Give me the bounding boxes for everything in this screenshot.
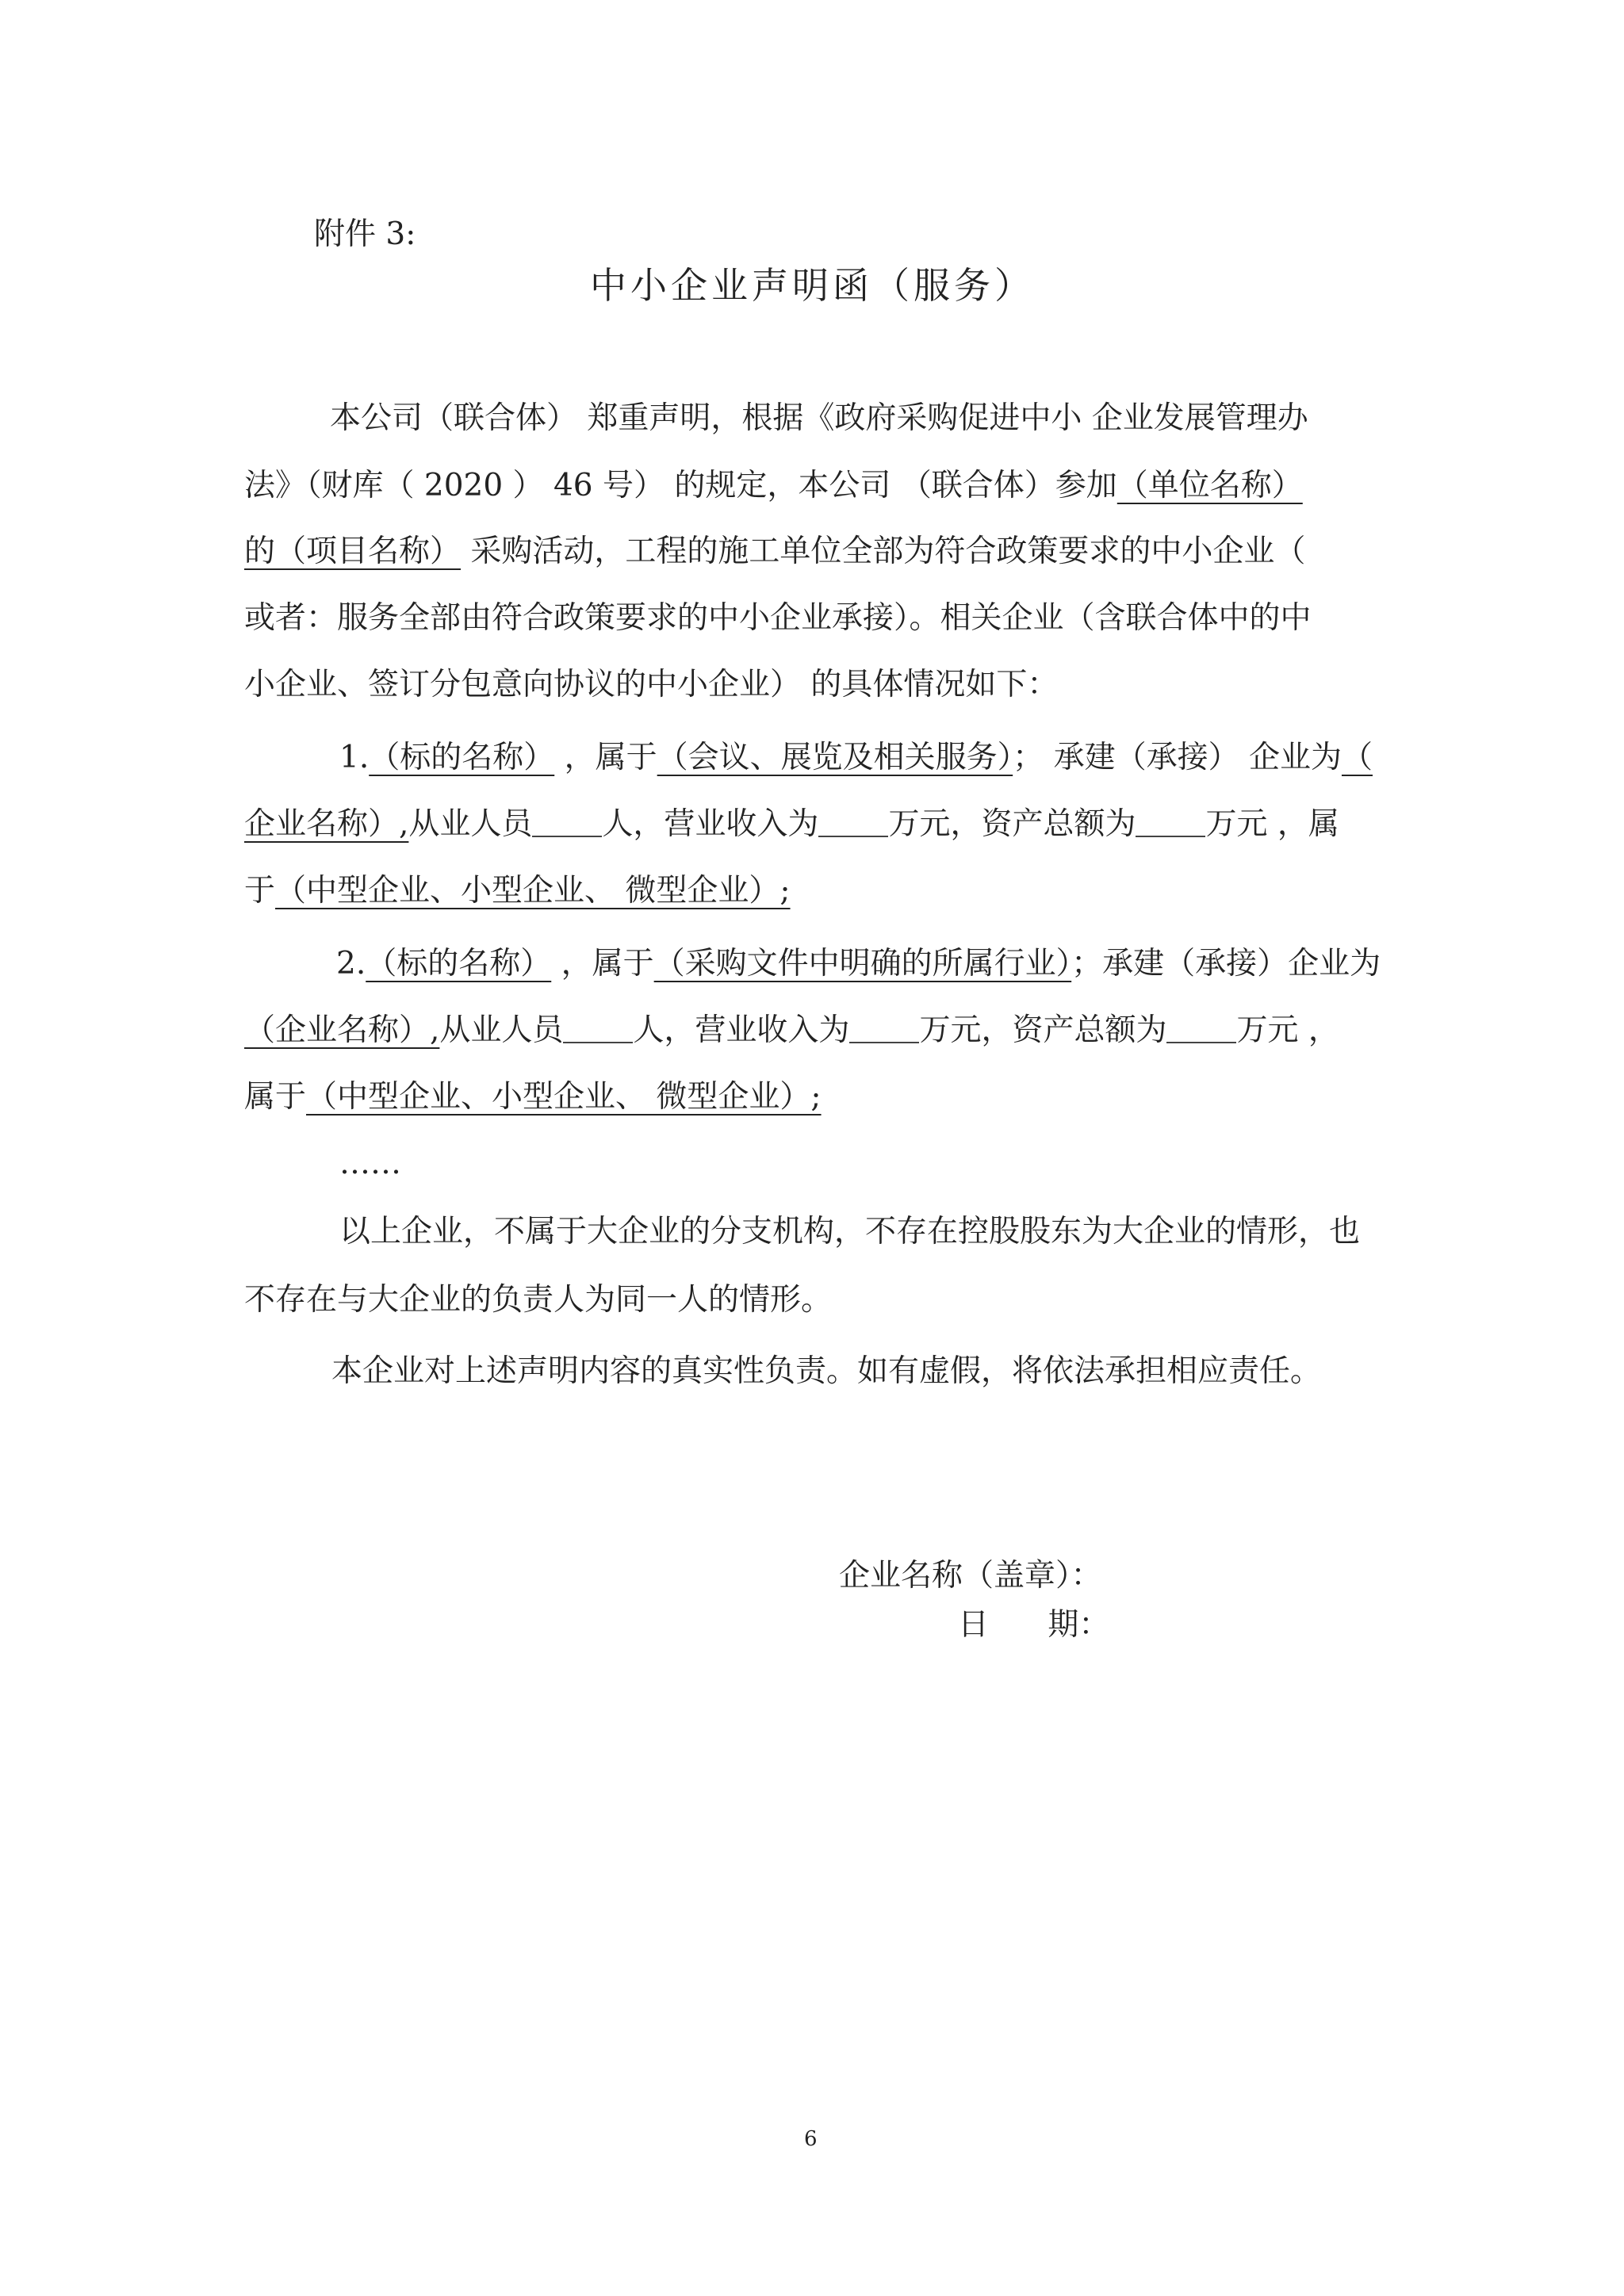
item-1-staff-label: 从业人员 (408, 806, 533, 842)
page-title: 中小企业声明函（服务） (590, 264, 1035, 307)
item-2-assets-blank (1166, 1015, 1236, 1043)
item-2-belongs: ，属于 (561, 946, 654, 982)
item-2-staff-blank (563, 1015, 633, 1043)
intro-line-3-text: 采购活动，工程的施工单位全部为符合政策要求的中小企业（ (470, 534, 1306, 569)
item-2-staff-unit: 人，营业收入为 (633, 1012, 850, 1048)
item-1-line-3-prefix: 于 (244, 873, 276, 909)
item-1-revenue-blank (818, 809, 888, 837)
item-2-builder: ；承建（承接）企业为 (1071, 946, 1381, 982)
item-1-company-field: 企业名称）, (244, 806, 409, 842)
item-1-paren: （ (1341, 740, 1373, 775)
item-2-number: 2. (336, 946, 366, 982)
item-2-line-2 (244, 1007, 1339, 1054)
item-1-belongs: ，属于 (564, 740, 657, 775)
item-2-target-field: （标的名称） (366, 946, 552, 982)
attachment-label: 附件 3: (314, 216, 416, 252)
item-1-line-3 (244, 867, 791, 915)
signature-company-label: 企业名称（盖章）： (839, 1558, 1102, 1594)
project-name-field: 的（项目名称） (244, 534, 462, 569)
unit-name-field: （单位名称） (1116, 468, 1303, 503)
intro-line-5: 小企业、签订分包意向协议的中小企业） 的具体情况如下： (244, 667, 1059, 702)
page-number: 6 (804, 2127, 818, 2151)
item-2-staff-label: 从业人员 (439, 1012, 564, 1048)
item-2-assets-unit: 万元 ， (1236, 1012, 1339, 1048)
item-1-revenue-unit: 万元，资产总额为 (888, 806, 1136, 842)
item-2-line-3-prefix: 属于 (244, 1079, 307, 1115)
item-1-number: 1. (339, 740, 370, 775)
item-1-staff-unit: 人，营业收入为 (602, 806, 819, 842)
item-1-target-field: （标的名称） (369, 740, 555, 775)
item-2-industry-field: （采购文件中明确的所属行业） (653, 946, 1072, 982)
para-2-line-2: 不存在与大企业的负责人为同一人的情形。 (244, 1282, 833, 1318)
ellipsis: …… (339, 1146, 401, 1181)
item-1-staff-blank (532, 809, 602, 837)
item-2-revenue-unit: 万元，资产总额为 (919, 1012, 1167, 1048)
item-1-size-field: （中型企业、小型企业、 微型企业）; (275, 873, 791, 909)
item-2-company-field: （企业名称）, (244, 1012, 440, 1048)
item-1-assets-blank (1136, 809, 1205, 837)
para-3: 本企业对上述声明内容的真实性负责。如有虚假，将依法承担相应责任。 (331, 1353, 1322, 1389)
item-2-size-field: （中型企业、小型企业、 微型企业）; (306, 1079, 822, 1115)
item-2-line-1 (336, 940, 1381, 988)
item-1-line-1 (339, 734, 1373, 782)
item-1-builder: ； 承建（承接） 企业为 (1013, 740, 1342, 775)
signature-date-label: 日 期： (958, 1607, 1110, 1643)
intro-line-2 (244, 462, 1303, 510)
item-1-industry-field: （会议、展览及相关服务） (657, 740, 1013, 775)
intro-line-1: 本公司（联合体） 郑重声明，根据《政府采购促进中小 企业发展管理办 (330, 400, 1308, 436)
item-1-assets-unit: 万元 ，属 (1205, 806, 1339, 842)
item-1-line-2 (244, 801, 1339, 848)
item-2-revenue-blank (849, 1015, 919, 1043)
item-2-line-3 (244, 1073, 822, 1121)
intro-line-2-text: 法》（财库（ 2020 ） 46 号） 的规定，本公司 （联合体）参加 (244, 468, 1117, 503)
intro-line-4: 或者：服务全部由符合政策要求的中小企业承接）。相关企业（含联合体中的中 (244, 600, 1312, 636)
intro-line-3 (244, 528, 1305, 576)
para-2-line-1: 以上企业，不属于大企业的分支机构，不存在控股股东为大企业的情形，也 (339, 1214, 1361, 1249)
